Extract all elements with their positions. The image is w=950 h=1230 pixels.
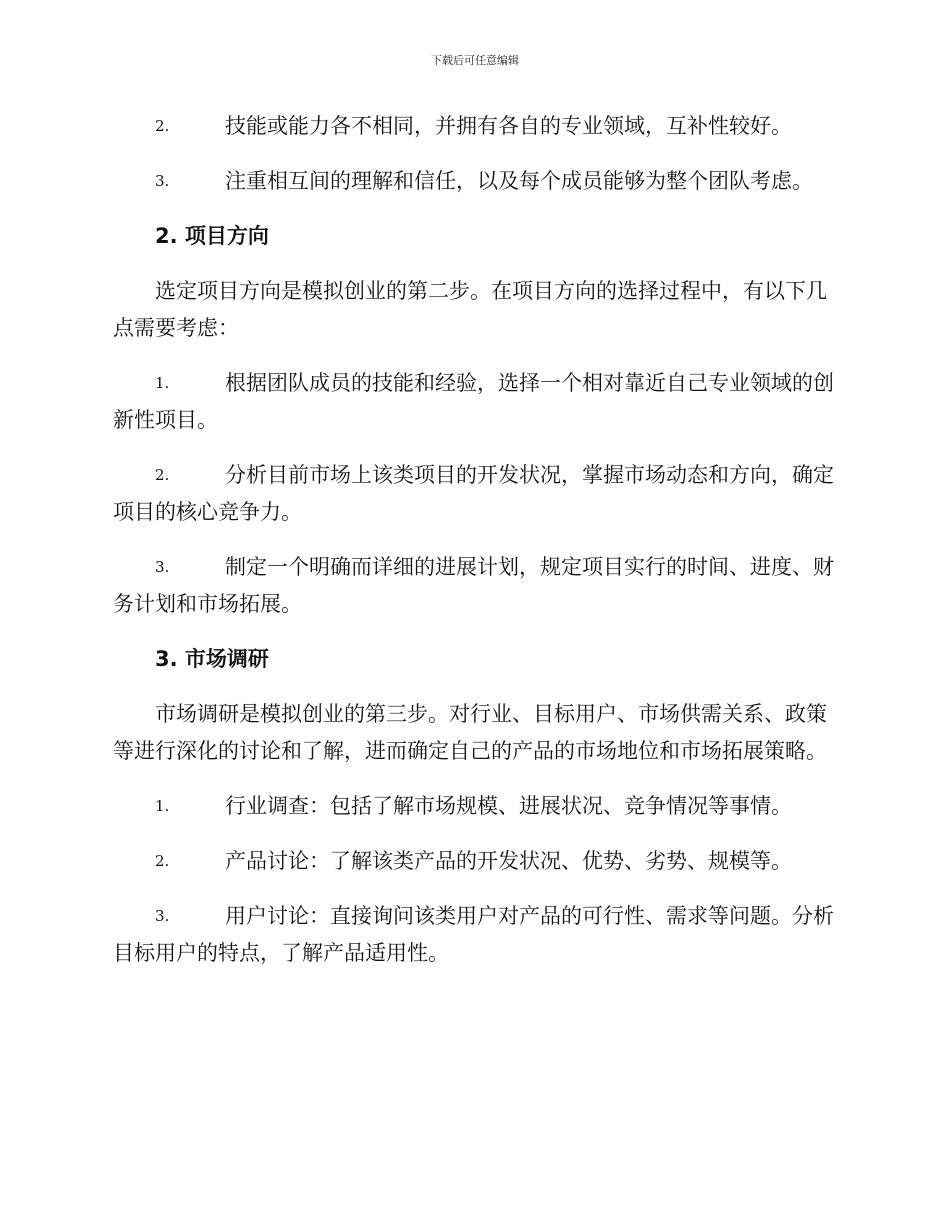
list-item-text: 注重相互间的理解和信任，以及每个成员能够为整个团队考虑。	[225, 169, 813, 193]
list-item-text: 技能或能力各不相同，并拥有各自的专业领域，互补性较好。	[225, 114, 792, 138]
list-item-text: 产品讨论：了解该类产品的开发状况、优势、劣势、规模等。	[225, 849, 792, 873]
list-item-project-innovation	[113, 365, 837, 439]
list-number: 3.	[155, 907, 170, 925]
paragraph-project-direction: 选定项目方向是模拟创业的第二步。在项目方向的选择过程中，有以下几点需要考虑：	[113, 279, 827, 340]
list-number: 3.	[155, 172, 170, 190]
list-item-industry-survey	[113, 788, 837, 825]
list-item-product-discussion	[113, 843, 837, 880]
list-item-team-skills	[113, 108, 837, 145]
document-body	[113, 108, 837, 972]
list-number: 1.	[155, 797, 170, 815]
list-item-project-market	[113, 457, 837, 531]
list-number: 2.	[155, 117, 170, 135]
list-item-text: 根据团队成员的技能和经验，选择一个相对靠近自己专业领域的创新性项目。	[113, 371, 834, 432]
list-item-user-discussion	[113, 898, 837, 972]
list-number: 2.	[155, 466, 170, 484]
list-number: 2.	[155, 852, 170, 870]
list-item-text: 行业调查：包括了解市场规模、进展状况、竞争情况等事情。	[225, 794, 792, 818]
list-item-text: 用户讨论：直接询问该类用户对产品的可行性、需求等问题。分析目标用户的特点，了解产品适用性。	[113, 904, 834, 965]
section-heading-project-direction: 2. 项目方向	[155, 224, 269, 248]
list-item-team-trust	[113, 163, 837, 200]
list-number: 3.	[155, 558, 170, 576]
list-item-text: 分析目前市场上该类项目的开发状况，掌握市场动态和方向，确定项目的核心竞争力。	[113, 463, 834, 524]
paragraph-market-research: 市场调研是模拟创业的第三步。对行业、目标用户、市场供需关系、政策等进行深化的讨论和了解，进而确定自己的产品的市场地位和市场拓展策略。	[113, 702, 827, 763]
page-header: 下载后可任意编辑	[431, 54, 519, 67]
list-item-project-plan	[113, 549, 837, 623]
list-number: 1.	[155, 374, 170, 392]
list-item-text: 制定一个明确而详细的进展计划，规定项目实行的时间、进度、财务计划和市场拓展。	[113, 555, 834, 616]
section-heading-market-research: 3. 市场调研	[155, 647, 269, 671]
